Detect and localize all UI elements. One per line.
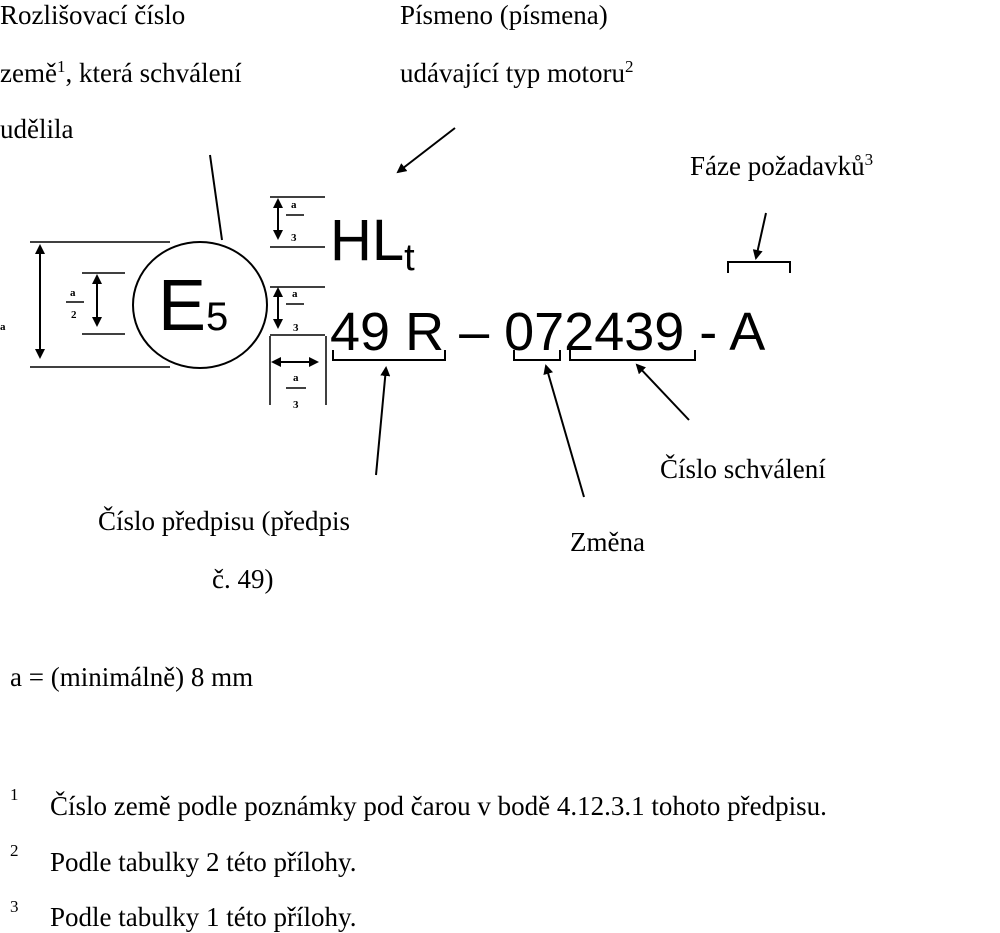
- footnote-1-number: 1: [10, 785, 19, 804]
- phase-arrow: [756, 213, 766, 258]
- country-label-line2: země$^1$, která schválení: [0, 57, 242, 88]
- country-leader-line: [210, 155, 222, 240]
- regulation-label-line2: č. 49): [212, 564, 274, 594]
- dim-number-denominator: 3: [293, 322, 299, 334]
- footnote-3-number: 3: [10, 897, 19, 916]
- regulation-arrow: [376, 368, 386, 475]
- footnote-3-text: Podle tabulky 1 této přílohy.: [50, 902, 357, 932]
- dim-half-numerator: a: [70, 287, 76, 299]
- engine-letter-label-line1: Písmeno (písmena): [400, 0, 608, 30]
- country-number: 5: [206, 295, 229, 339]
- dimension-definition: a = (minimálně) 8 mm: [10, 662, 254, 692]
- country-label-line3: udělila: [0, 114, 74, 144]
- engine-letter-arrow: [398, 128, 455, 172]
- dim-hl-numerator: a: [291, 199, 297, 211]
- engine-type-subscript: t: [404, 237, 415, 279]
- amendment-arrow: [546, 366, 584, 497]
- approval-string: 49 R – 072439 - A: [330, 302, 766, 362]
- approval-number-label: Číslo schválení: [660, 454, 826, 484]
- footnote-ref-3: 3: [864, 150, 874, 169]
- dim-half-denominator: 2: [71, 309, 77, 321]
- dim-a-label: a: [0, 321, 6, 333]
- footnote-ref-1: 1: [56, 57, 66, 76]
- country-label-line1: Rozlišovací číslo: [0, 0, 186, 30]
- dim-number-numerator: a: [292, 288, 298, 300]
- footnote-2-number: 2: [10, 841, 19, 860]
- dim-hl-denominator: 3: [291, 232, 297, 244]
- regulation-label-line1: Číslo předpisu (předpis: [98, 506, 350, 536]
- phase-bracket: [728, 262, 790, 273]
- dim-spacing-denominator: 3: [293, 399, 299, 411]
- footnote-2-text: Podle tabulky 2 této přílohy.: [50, 847, 357, 877]
- footnote-ref-2: 2: [624, 57, 634, 76]
- footnote-1-text: Číslo země podle poznámky pod čarou v bodě 4.12.3.1 tohoto předpisu.: [50, 791, 827, 821]
- dim-spacing-numerator: a: [293, 372, 299, 384]
- country-letter-e: E: [158, 266, 207, 346]
- phase-label: Fáze požadavků$^3$: [690, 150, 874, 181]
- engine-letter-label-line2: udávající typ motoru$^2$: [400, 57, 634, 88]
- engine-type-letters: HLt: [330, 208, 415, 279]
- approval-number-arrow: [637, 365, 689, 420]
- amendment-label: Změna: [570, 527, 645, 557]
